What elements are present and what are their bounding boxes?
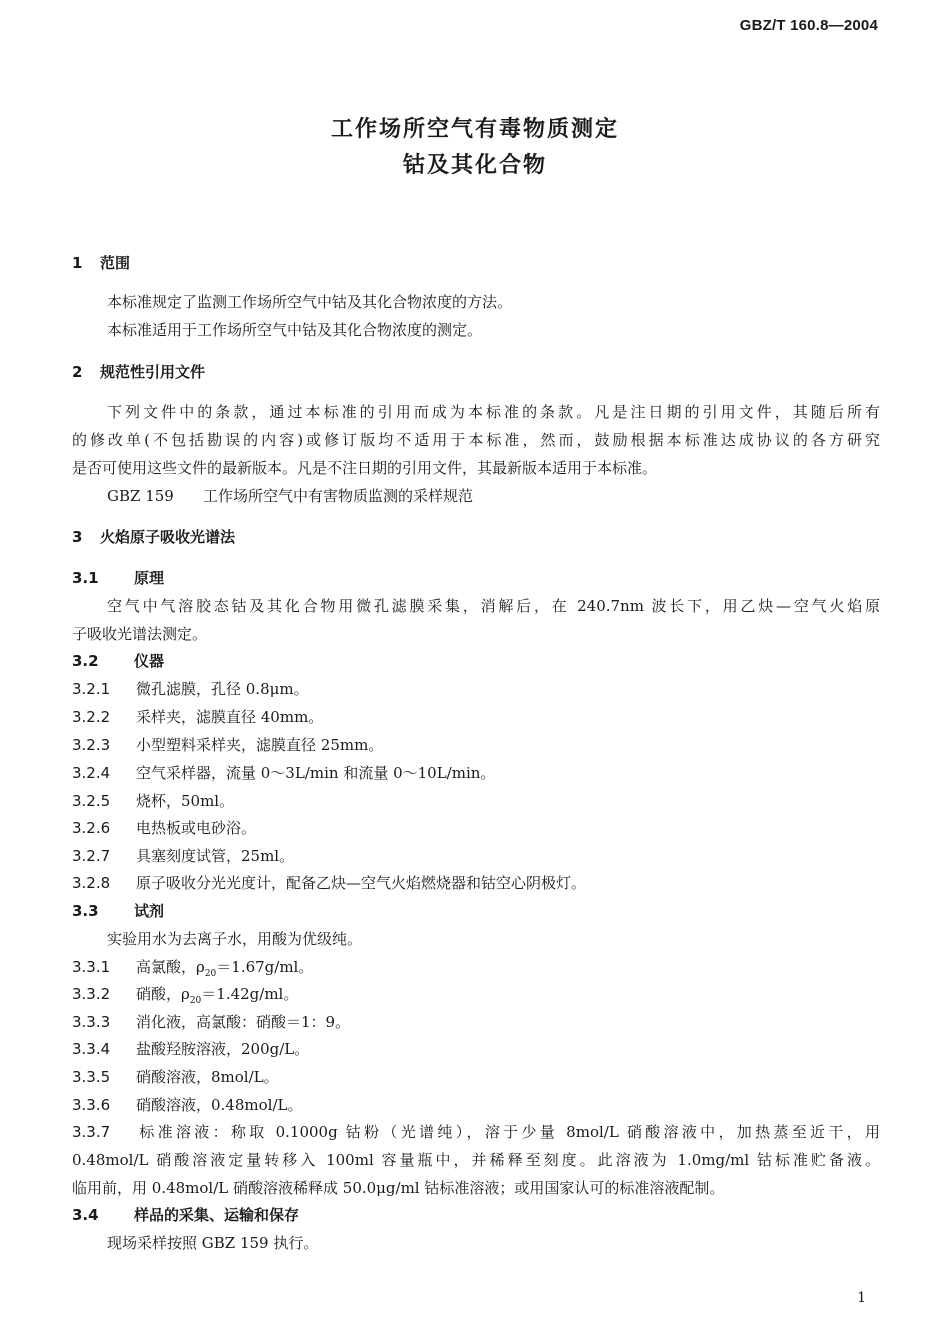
document-subtitle: 钴及其化合物 (402, 153, 547, 178)
item-number: 3.2.5 (72, 792, 111, 810)
item-number: 3.2.3 (72, 736, 111, 754)
subsection-number: 3.2 (72, 652, 99, 670)
list-item (72, 735, 880, 755)
item-number: 3.3.7 (72, 1123, 111, 1141)
section-title: 火焰原子吸收光谱法 (100, 528, 236, 546)
paragraph-line: 0.48mol/L 硝酸溶液定量转移入 100ml 容量瓶中，并稀释至刻度。此溶液为 1.0mg/ml 钴标准贮备液。 (72, 1151, 880, 1169)
subsection-number: 3.4 (72, 1206, 99, 1224)
section-number: 3 (72, 528, 83, 546)
item-text: 具塞刻度试管，25ml。 (136, 847, 295, 865)
subsection-title: 仪器 (134, 652, 165, 670)
paragraph-line: 临用前，用 0.48mol/L 硝酸溶液稀释成 50.0μg/ml 钴标准溶液；或用国家认可的标准溶液配制。 (72, 1179, 725, 1197)
section-title: 范围 (100, 254, 131, 272)
item-text: 小型塑料采样夹，滤膜直径 25mm。 (136, 736, 384, 754)
item-number: 3.2.8 (72, 874, 111, 892)
reference-code: GBZ 159 (107, 487, 174, 505)
subscript: 20 (204, 969, 217, 979)
item-text: 空气采样器，流量 0～3L/min 和流量 0～10L/min。 (136, 764, 496, 782)
item-text: 电热板或电砂浴。 (136, 819, 257, 837)
subsection-number: 3.1 (72, 569, 99, 587)
item-text: 原子吸收分光光度计，配备乙炔—空气火焰燃烧器和钴空心阴极灯。 (136, 874, 587, 892)
item-number: 3.3.1 (72, 958, 111, 976)
list-item (72, 1039, 880, 1059)
item-number: 3.3.2 (72, 985, 111, 1003)
section-heading-1 (72, 253, 880, 273)
item-number: 3.2.7 (72, 847, 111, 865)
normative-reference (107, 486, 880, 506)
reference-title: 工作场所空气中有害物质监测的采样规范 (203, 487, 474, 505)
list-item (72, 873, 880, 893)
item-number: 3.3.3 (72, 1013, 111, 1031)
paragraph: 实验用水为去离子水，用酸为优级纯。 (107, 930, 363, 948)
list-item (72, 679, 880, 699)
paragraph-line: 下列文件中的条款，通过本标准的引用而成为本标准的条款。凡是注日期的引用文件，其随后所有 (107, 403, 880, 421)
section-heading-2 (72, 362, 880, 382)
item-number: 3.3.5 (72, 1068, 111, 1086)
paragraph-line: 是否可使用这些文件的最新版本。凡是不注日期的引用文件，其最新版本适用于本标准。 (72, 459, 658, 477)
page-number: 1 (857, 1290, 866, 1306)
paragraph: 本标准规定了监测工作场所空气中钴及其化合物浓度的方法。 (107, 293, 513, 311)
list-item (72, 791, 880, 811)
subsection-heading-3-1 (72, 568, 880, 588)
subsection-heading-3-4 (72, 1205, 880, 1225)
item-text: 采样夹，滤膜直径 40mm。 (136, 708, 324, 726)
subsection-title: 样品的采集、运输和保存 (134, 1206, 300, 1224)
section-number: 2 (72, 363, 83, 381)
standard-number: GBZ/T 160.8—2004 (739, 17, 878, 34)
item-text: 微孔滤膜，孔径 0.8μm。 (136, 680, 309, 698)
list-item (72, 1122, 880, 1142)
section-number: 1 (72, 254, 83, 272)
document-title: 工作场所空气有毒物质测定 (330, 117, 619, 142)
item-number: 3.2.4 (72, 764, 111, 782)
item-text: ＝1.67g/ml。 (216, 958, 314, 976)
subsection-title: 试剂 (134, 902, 165, 920)
item-text: 消化液，高氯酸：硝酸＝1：9。 (136, 1013, 351, 1031)
item-number: 3.2.2 (72, 708, 111, 726)
item-number: 3.2.6 (72, 819, 111, 837)
item-number: 3.2.1 (72, 680, 111, 698)
list-item (72, 707, 880, 727)
subsection-number: 3.3 (72, 902, 99, 920)
paragraph: 现场采样按照 GBZ 159 执行。 (107, 1234, 319, 1252)
item-text: 高氯酸，ρ (136, 958, 205, 976)
list-item (72, 763, 880, 783)
paragraph-line: 空气中气溶胶态钴及其化合物用微孔滤膜采集，消解后，在 240.7nm 波长下，用乙炔—空气火焰原 (107, 597, 880, 615)
paragraph-line: 子吸收光谱法测定。 (72, 625, 208, 643)
subsection-heading-3-3 (72, 901, 880, 921)
item-text: 硝酸溶液，8mol/L。 (136, 1068, 279, 1086)
section-title: 规范性引用文件 (100, 363, 206, 381)
list-item (72, 984, 880, 1011)
subsection-heading-3-2 (72, 651, 880, 671)
list-item (72, 1067, 880, 1087)
item-text: ＝1.42g/ml。 (201, 985, 299, 1003)
list-item (72, 846, 880, 866)
item-text: 硝酸，ρ (136, 985, 190, 1003)
list-item (72, 957, 880, 984)
section-heading-3 (72, 527, 880, 547)
item-text: 硝酸溶液，0.48mol/L。 (136, 1096, 303, 1114)
paragraph-line: 的修改单(不包括勘误的内容)或修订版均不适用于本标准，然而，鼓励根据本标准达成协议的各方研究 (72, 431, 880, 449)
item-text: 盐酸羟胺溶液，200g/L。 (136, 1040, 310, 1058)
subsection-title: 原理 (134, 569, 165, 587)
list-item (72, 1012, 880, 1032)
item-number: 3.3.6 (72, 1096, 111, 1114)
item-text: 标准溶液：称取 0.1000g 钴粉（光谱纯），溶于少量 8mol/L 硝酸溶液中，加热蒸至近干，用 (136, 1123, 880, 1141)
subscript: 20 (189, 996, 202, 1006)
list-item (72, 1095, 880, 1115)
item-text: 烧杯，50ml。 (136, 792, 235, 810)
paragraph: 本标准适用于工作场所空气中钴及其化合物浓度的测定。 (107, 321, 483, 339)
item-number: 3.3.4 (72, 1040, 111, 1058)
list-item (72, 818, 880, 838)
